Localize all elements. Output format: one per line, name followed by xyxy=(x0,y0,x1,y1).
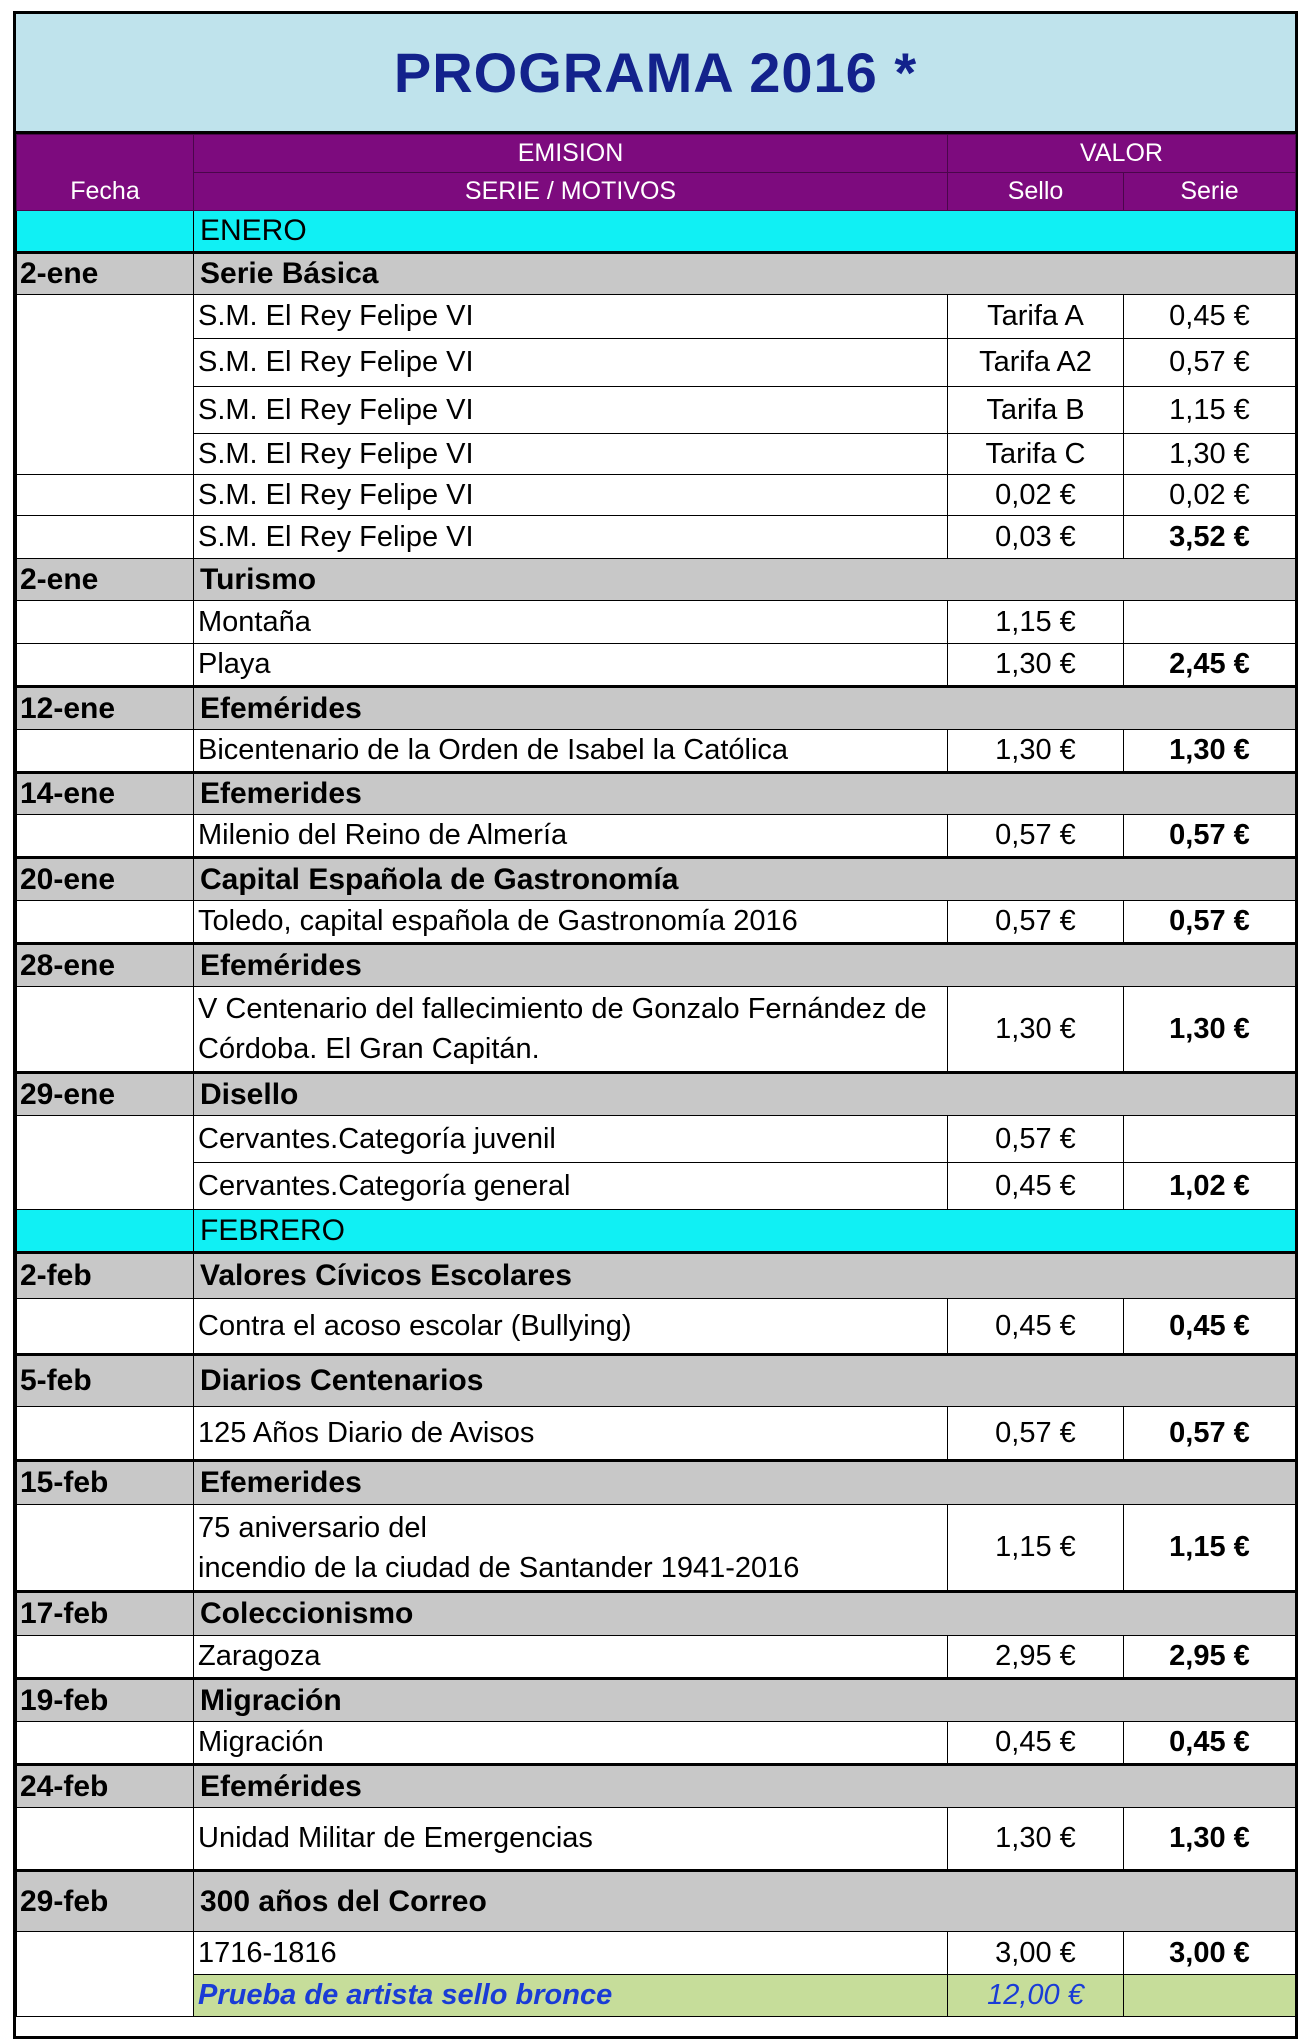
group-date: 19-feb xyxy=(17,1679,194,1722)
motivo-cell: 125 Años Diario de Avisos xyxy=(194,1407,948,1461)
serie-total-cell: 1,02 € xyxy=(1124,1163,1296,1210)
serie-cell: 0,45 € xyxy=(1124,295,1296,339)
serie-cell: 1,15 € xyxy=(1124,387,1296,434)
group-row xyxy=(17,1592,1296,1636)
table-row xyxy=(17,475,1296,516)
header-valor: VALOR xyxy=(948,135,1296,173)
group-date: 20-ene xyxy=(17,858,194,901)
group-date: 24-feb xyxy=(17,1765,194,1808)
group-row xyxy=(17,773,1296,815)
group-name: Serie Básica xyxy=(194,253,1296,295)
prueba-artista-cell: Prueba de artista sello bronce xyxy=(194,1975,948,2017)
motivo-line: V Centenario del fallecimiento de Gonzalo Fernández de xyxy=(198,993,927,1025)
month-label: ENERO xyxy=(194,211,1296,253)
sello-cell: 1,30 € xyxy=(948,644,1124,687)
sello-cell: 0,45 € xyxy=(948,1163,1124,1210)
month-row-enero xyxy=(17,211,1296,253)
motivo-cell: Cervantes.Categoría juvenil xyxy=(194,1116,948,1163)
sello-cell: 2,95 € xyxy=(948,1636,1124,1679)
group-row xyxy=(17,1871,1296,1932)
group-date: 5-feb xyxy=(17,1355,194,1407)
sello-cell: 1,30 € xyxy=(948,1808,1124,1871)
serie-total-cell: 3,52 € xyxy=(1124,516,1296,559)
motivo-cell: S.M. El Rey Felipe VI xyxy=(194,475,948,516)
program-sheet xyxy=(13,11,1298,2039)
group-name: Efemerides xyxy=(194,1461,1296,1505)
month-row-febrero xyxy=(17,1210,1296,1253)
motivo-cell: Unidad Militar de Emergencias xyxy=(194,1808,948,1871)
group-date: 29-ene xyxy=(17,1073,194,1116)
group-date: 2-ene xyxy=(17,253,194,295)
group-date: 2-ene xyxy=(17,559,194,601)
sello-cell: 0,57 € xyxy=(948,901,1124,944)
motivo-cell: Contra el acoso escolar (Bullying) xyxy=(194,1299,948,1355)
serie-total-cell: 3,00 € xyxy=(1124,1932,1296,1975)
group-row xyxy=(17,1355,1296,1407)
group-date: 2-feb xyxy=(17,1253,194,1299)
sello-cell: 1,15 € xyxy=(948,1505,1124,1592)
serie-cell xyxy=(1124,601,1296,644)
group-name: Capital Española de Gastronomía xyxy=(194,858,1296,901)
motivo-cell: Zaragoza xyxy=(194,1636,948,1679)
serie-total-cell: 2,45 € xyxy=(1124,644,1296,687)
group-row xyxy=(17,858,1296,901)
group-row xyxy=(17,687,1296,730)
table-row xyxy=(17,644,1296,687)
serie-cell: 1,30 € xyxy=(1124,434,1296,475)
group-name: Migración xyxy=(194,1679,1296,1722)
table-row xyxy=(17,434,1296,475)
sello-cell: 0,57 € xyxy=(948,1407,1124,1461)
group-row xyxy=(17,944,1296,987)
table-row xyxy=(17,730,1296,773)
table-row xyxy=(17,295,1296,339)
group-name: Disello xyxy=(194,1073,1296,1116)
group-date: 29-feb xyxy=(17,1871,194,1932)
sello-cell: Tarifa B xyxy=(948,387,1124,434)
group-date: 12-ene xyxy=(17,687,194,730)
sello-cell: 0,03 € xyxy=(948,516,1124,559)
page-title: PROGRAMA 2016 * xyxy=(393,41,918,104)
motivo-cell: S.M. El Rey Felipe VI xyxy=(194,434,948,475)
serie-total-cell: 0,45 € xyxy=(1124,1299,1296,1355)
table-row xyxy=(17,1407,1296,1461)
group-row xyxy=(17,559,1296,601)
motivo-cell: 1716-1816 xyxy=(194,1932,948,1975)
table-row xyxy=(17,1808,1296,1871)
sello-cell: 0,02 € xyxy=(948,475,1124,516)
serie-total-cell: 1,30 € xyxy=(1124,987,1296,1073)
sello-cell: Tarifa A xyxy=(948,295,1124,339)
month-label: FEBRERO xyxy=(194,1210,1296,1253)
table-row xyxy=(17,1163,1296,1210)
sello-cell: 1,30 € xyxy=(948,730,1124,773)
group-date: 28-ene xyxy=(17,944,194,987)
motivo-cell xyxy=(194,1505,948,1592)
table-row xyxy=(17,1932,1296,1975)
header-row-1 xyxy=(17,135,1296,173)
header-serie: Serie xyxy=(1124,173,1296,211)
serie-total-cell: 1,30 € xyxy=(1124,730,1296,773)
group-name: Efemérides xyxy=(194,687,1296,730)
sello-cell: 0,57 € xyxy=(948,815,1124,858)
sello-cell: 0,45 € xyxy=(948,1299,1124,1355)
sello-cell: 0,45 € xyxy=(948,1722,1124,1765)
title-bar xyxy=(16,14,1295,134)
header-fecha: Fecha xyxy=(17,135,194,211)
header-emision: EMISION xyxy=(194,135,948,173)
serie-total-cell: 1,30 € xyxy=(1124,1808,1296,1871)
group-row xyxy=(17,1765,1296,1808)
table-row xyxy=(17,1636,1296,1679)
group-date: 17-feb xyxy=(17,1592,194,1636)
group-name: Efemerides xyxy=(194,773,1296,815)
motivo-line: incendio de la ciudad de Santander 1941-2016 xyxy=(198,1551,800,1584)
header-row-2 xyxy=(17,173,1296,211)
motivo-cell: S.M. El Rey Felipe VI xyxy=(194,295,948,339)
group-row xyxy=(17,253,1296,295)
sello-cell: 0,57 € xyxy=(948,1116,1124,1163)
header-serie-motivos: SERIE / MOTIVOS xyxy=(194,173,948,211)
motivo-cell: Montaña xyxy=(194,601,948,644)
table-row xyxy=(17,987,1296,1073)
serie-total-cell: 1,15 € xyxy=(1124,1505,1296,1592)
sello-cell: 1,30 € xyxy=(948,987,1124,1073)
motivo-line: Córdoba. El Gran Capitán. xyxy=(198,1033,540,1065)
group-name: 300 años del Correo xyxy=(194,1871,1296,1932)
table-row xyxy=(17,339,1296,387)
serie-cell: 0,02 € xyxy=(1124,475,1296,516)
group-row xyxy=(17,1461,1296,1505)
motivo-cell: Migración xyxy=(194,1722,948,1765)
sello-cell: Tarifa C xyxy=(948,434,1124,475)
serie-total-cell: 0,57 € xyxy=(1124,815,1296,858)
group-date: 15-feb xyxy=(17,1461,194,1505)
table-row xyxy=(17,1505,1296,1592)
group-row xyxy=(17,1073,1296,1116)
group-name: Turismo xyxy=(194,559,1296,601)
group-name: Coleccionismo xyxy=(194,1592,1296,1636)
motivo-cell: Cervantes.Categoría general xyxy=(194,1163,948,1210)
motivo-cell: S.M. El Rey Felipe VI xyxy=(194,516,948,559)
table-row-prueba xyxy=(17,1975,1296,2017)
group-name: Efemérides xyxy=(194,944,1296,987)
sello-cell: 1,15 € xyxy=(948,601,1124,644)
motivo-cell: S.M. El Rey Felipe VI xyxy=(194,387,948,434)
serie-total-cell: 0,45 € xyxy=(1124,1722,1296,1765)
table-row xyxy=(17,601,1296,644)
table-row xyxy=(17,901,1296,944)
motivo-cell: Bicentenario de la Orden de Isabel la Católica xyxy=(194,730,948,773)
sello-cell: Tarifa A2 xyxy=(948,339,1124,387)
table-row xyxy=(17,1299,1296,1355)
table-row xyxy=(17,516,1296,559)
motivo-cell: Playa xyxy=(194,644,948,687)
table-row xyxy=(17,1722,1296,1765)
emission-table xyxy=(16,134,1296,2017)
table-row xyxy=(17,815,1296,858)
motivo-cell: S.M. El Rey Felipe VI xyxy=(194,339,948,387)
serie-total-cell: 0,57 € xyxy=(1124,901,1296,944)
motivo-line: 75 aniversario del xyxy=(198,1511,427,1544)
group-row xyxy=(17,1679,1296,1722)
serie-cell xyxy=(1124,1116,1296,1163)
motivo-cell: Milenio del Reino de Almería xyxy=(194,815,948,858)
table-row xyxy=(17,1116,1296,1163)
group-row xyxy=(17,1253,1296,1299)
prueba-sello-cell: 12,00 € xyxy=(948,1975,1124,2017)
motivo-cell xyxy=(194,987,948,1073)
table-row xyxy=(17,387,1296,434)
motivo-cell: Toledo, capital española de Gastronomía 2016 xyxy=(194,901,948,944)
header-sello: Sello xyxy=(948,173,1124,211)
group-name: Valores Cívicos Escolares xyxy=(194,1253,1296,1299)
sello-cell: 3,00 € xyxy=(948,1932,1124,1975)
group-name: Diarios Centenarios xyxy=(194,1355,1296,1407)
group-name: Efemérides xyxy=(194,1765,1296,1808)
serie-total-cell: 2,95 € xyxy=(1124,1636,1296,1679)
group-date: 14-ene xyxy=(17,773,194,815)
serie-cell: 0,57 € xyxy=(1124,339,1296,387)
serie-total-cell: 0,57 € xyxy=(1124,1407,1296,1461)
